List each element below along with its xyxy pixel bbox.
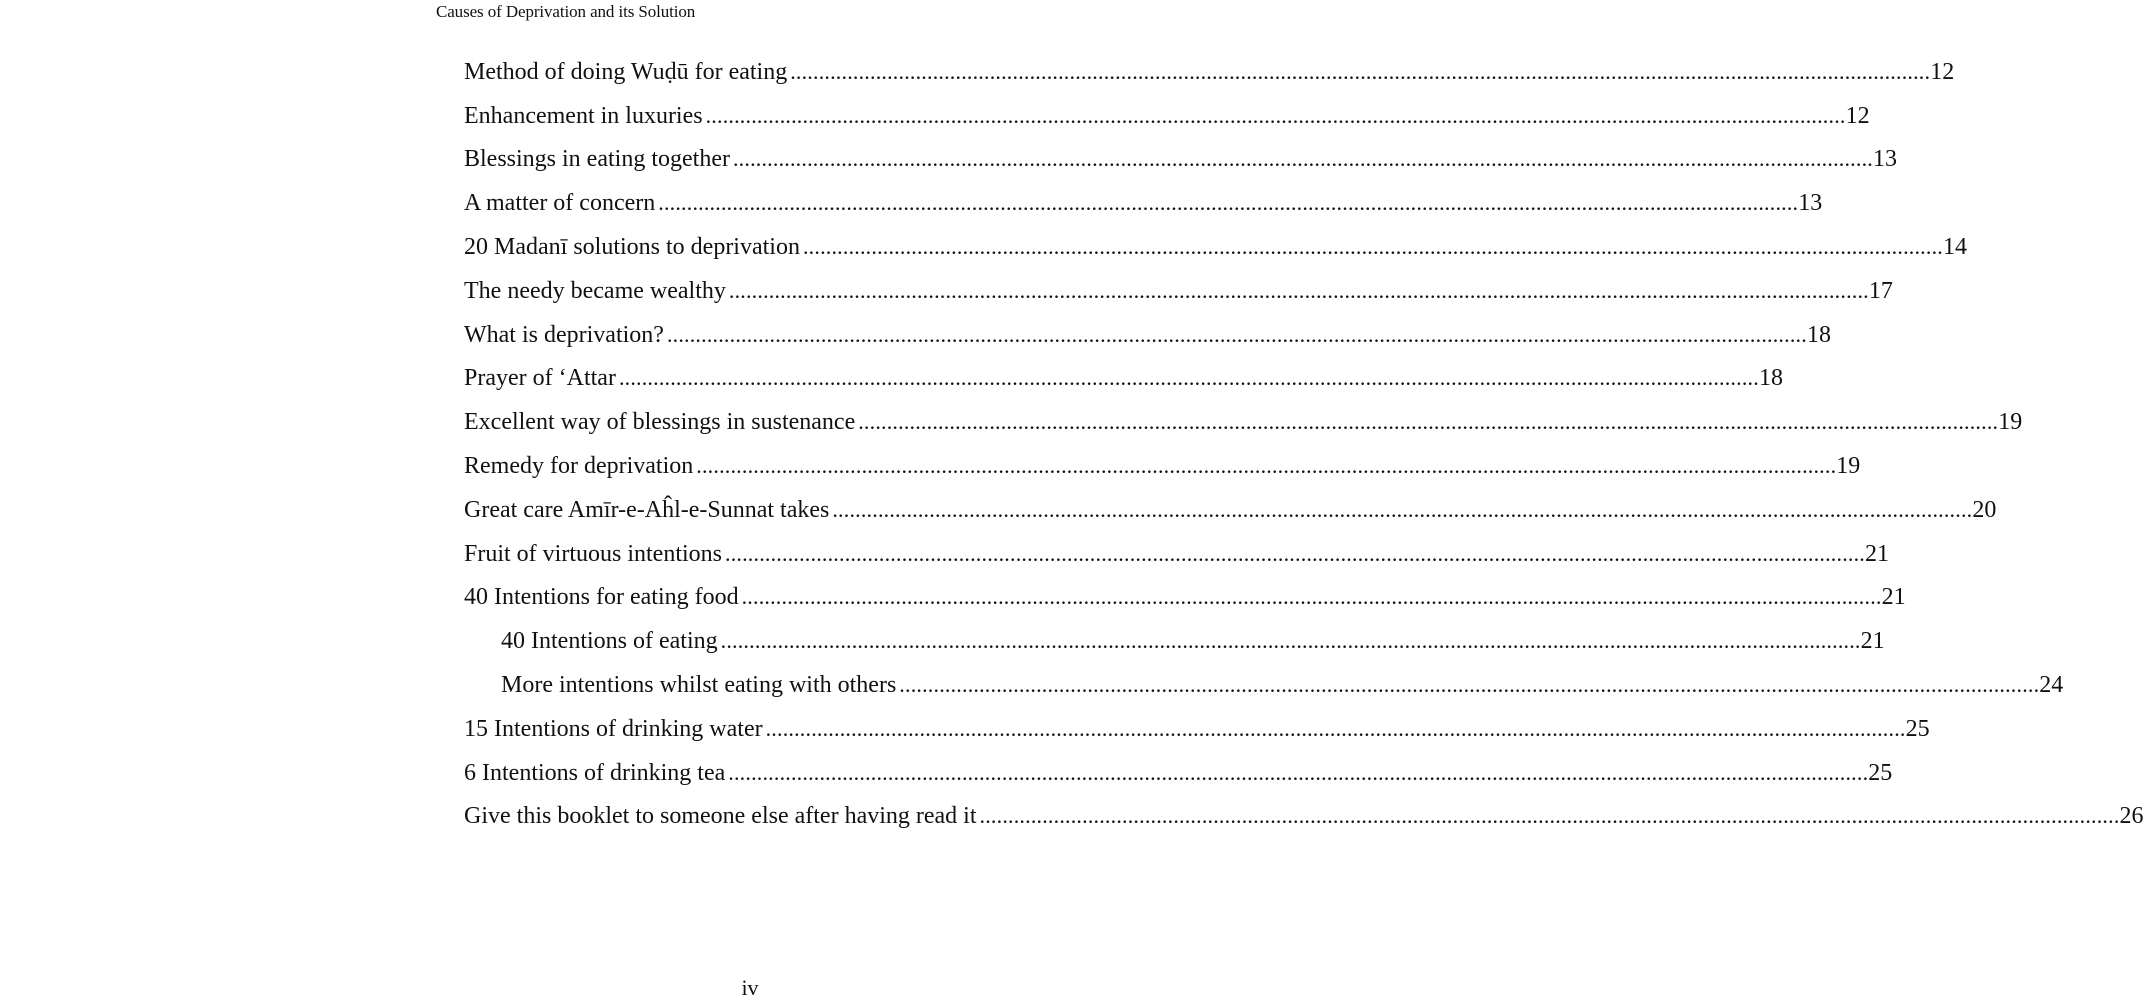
toc-entry-page: 13 — [1798, 190, 1823, 217]
dot-leader: ........................................................................................................................................................................................................ — [732, 146, 1873, 172]
toc-entry — [464, 751, 1893, 795]
table-of-contents — [464, 50, 2144, 838]
toc-entry-page: 20 — [1972, 496, 1997, 523]
toc-entry-title: Enhancement in luxuries — [464, 102, 703, 129]
toc-entry-page: 21 — [1865, 540, 1889, 567]
dot-leader: ........................................................................................................................................................................................................ — [728, 759, 1869, 785]
dot-leader: ........................................................................................................................................................................................................ — [720, 628, 1861, 654]
toc-entry-page: 13 — [1872, 146, 1897, 173]
toc-entry-title: Give this booklet to someone else after having read it — [464, 803, 977, 830]
toc-entry — [464, 50, 1955, 94]
toc-entry-title: Blessings in eating together — [464, 146, 730, 173]
toc-entry — [464, 138, 1897, 182]
toc-entry — [464, 94, 1870, 138]
toc-entry-title: 6 Intentions of drinking tea — [464, 759, 726, 786]
dot-leader: ........................................................................................................................................................................................................ — [728, 277, 1869, 303]
toc-entry-title: 40 Intentions for eating food — [464, 584, 739, 611]
toc-entry — [464, 225, 1967, 269]
toc-entry-page: 18 — [1758, 365, 1783, 392]
toc-entry-title: Method of doing Wuḍū for eating — [464, 58, 788, 85]
toc-entry-title: Excellent way of blessings in sustenance — [464, 409, 856, 436]
toc-entry-title: Remedy for deprivation — [464, 453, 694, 480]
toc-entry-page: 12 — [1930, 58, 1955, 85]
toc-entry-page: 18 — [1806, 321, 1831, 348]
toc-entry-title: 15 Intentions of drinking water — [464, 715, 763, 742]
toc-entry — [464, 357, 1783, 401]
toc-entry-page: 21 — [1881, 584, 1906, 611]
dot-leader: ........................................................................................................................................................................................................ — [696, 453, 1837, 479]
dot-leader: ........................................................................................................................................................................................................ — [618, 365, 1759, 391]
toc-entry — [464, 181, 1823, 225]
toc-entry — [464, 488, 1997, 532]
dot-leader: ........................................................................................................................................................................................................ — [979, 803, 2120, 829]
toc-entry-page: 12 — [1845, 102, 1870, 129]
toc-entry-page: 19 — [1998, 409, 2023, 436]
toc-entry — [464, 532, 1889, 576]
dot-leader: ........................................................................................................................................................................................................ — [832, 496, 1973, 522]
dot-leader: ........................................................................................................................................................................................................ — [666, 321, 1807, 347]
toc-entry-page: 25 — [1905, 715, 1930, 742]
toc-entry-page: 19 — [1836, 453, 1861, 480]
dot-leader: ........................................................................................................................................................................................................ — [705, 102, 1846, 128]
toc-entry-page: 17 — [1868, 277, 1893, 304]
dot-leader: ........................................................................................................................................................................................................ — [802, 234, 1943, 260]
toc-entry-title: The needy became wealthy — [464, 277, 726, 304]
dot-leader: ........................................................................................................................................................................................................ — [725, 540, 1865, 566]
toc-entry-title: More intentions whilst eating with others — [501, 672, 897, 699]
page-number: iv — [741, 975, 759, 1000]
toc-entry-title: Prayer of ‘Attar — [464, 365, 616, 392]
toc-entry-page: 14 — [1942, 234, 1967, 261]
running-header: Causes of Deprivation and its Solution — [436, 2, 696, 21]
toc-entry-title: What is deprivation? — [464, 321, 664, 348]
toc-entry-title: 40 Intentions of eating — [501, 628, 718, 655]
toc-entry-page: 21 — [1860, 628, 1885, 655]
toc-entry-page: 24 — [2039, 672, 2064, 699]
dot-leader: ........................................................................................................................................................................................................ — [899, 672, 2040, 698]
toc-subentry — [464, 663, 2064, 707]
dot-leader: ........................................................................................................................................................................................................ — [858, 409, 1999, 435]
toc-entry-title: Fruit of virtuous intentions — [464, 540, 722, 567]
toc-entry — [464, 576, 1906, 620]
toc-entry — [464, 707, 1930, 751]
dot-leader: ........................................................................................................................................................................................................ — [790, 58, 1931, 84]
dot-leader: ........................................................................................................................................................................................................ — [765, 715, 1906, 741]
toc-entry — [464, 795, 2144, 839]
dot-leader: ........................................................................................................................................................................................................ — [741, 584, 1882, 610]
toc-entry — [464, 400, 2023, 444]
toc-entry-title: A matter of concern — [464, 190, 656, 217]
toc-entry — [464, 313, 1831, 357]
toc-entry-page: 26 — [2119, 803, 2144, 830]
toc-entry-title: Great care Amīr-e-Aĥl-e-Sunnat takes — [464, 496, 830, 523]
dot-leader: ........................................................................................................................................................................................................ — [658, 190, 1799, 216]
toc-entry — [464, 269, 1893, 313]
toc-entry-title: 20 Madanī solutions to deprivation — [464, 234, 800, 261]
toc-entry — [464, 444, 1861, 488]
toc-entry-page: 25 — [1868, 759, 1893, 786]
toc-subentry — [464, 619, 1885, 663]
